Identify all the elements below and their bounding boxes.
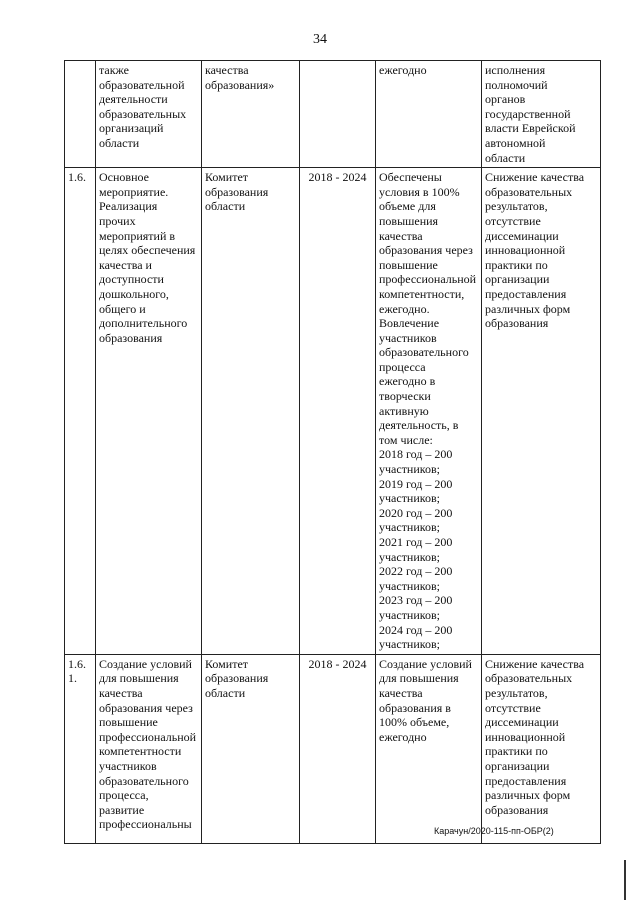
- expected-result-cell: ежегодно: [376, 61, 482, 168]
- measure-name-cell: также образовательной деятельности образовательных организаций области: [96, 61, 202, 168]
- expected-result-cell: Обеспечены условия в 100% объеме для повышения качества образования через повышение профессиональной компетентности, ежегодно. Вовлечение участников образовательного процесса ежегодно в творчески активную деятельность, в том числе: 2018 год – 200 участников; 2019 год – 200 участников; 2020 год – 200 участников; 2021 год – 200 участников; 2022 год – 200 участников; 2023 год – 200 участников; 2024 год – 200 участников;: [376, 168, 482, 655]
- period-cell: [300, 61, 376, 168]
- document-code: Карачун/2020-115-пп-ОБР(2): [434, 826, 554, 836]
- executor-cell: Комитет образования области: [202, 168, 300, 655]
- row-number-cell: 1.6. 1.: [65, 654, 96, 843]
- table-row: [65, 168, 601, 655]
- period-cell: 2018 - 2024: [300, 654, 376, 843]
- row-number-cell: [65, 61, 96, 168]
- measure-name-cell: Создание условий для повышения качества образования через повышение профессиональной компетентности участников образовательного процесса, развитие профессиональны: [96, 654, 202, 843]
- table-row: [65, 654, 601, 843]
- scan-edge-mark: [624, 860, 626, 900]
- executor-cell: качества образования»: [202, 61, 300, 168]
- consequence-cell: Снижение качества образовательных результатов, отсутствие диссеминации инновационной практики по организации предоставления различных форм образования: [482, 654, 601, 843]
- table-row: [65, 61, 601, 168]
- executor-cell: Комитет образования области: [202, 654, 300, 843]
- measure-name-cell: Основное мероприятие. Реализация прочих мероприятий в целях обеспечения качества и доступности дошкольного, общего и дополнительного образования: [96, 168, 202, 655]
- period-cell: 2018 - 2024: [300, 168, 376, 655]
- consequence-cell: Снижение качества образовательных результатов, отсутствие диссеминации инновационной практики по организации предоставления различных форм образования: [482, 168, 601, 655]
- measures-table: [64, 60, 601, 844]
- page-number: 34: [313, 32, 327, 47]
- consequence-cell: исполнения полномочий органов государственной власти Еврейской автономной области: [482, 61, 601, 168]
- expected-result-cell: Создание условий для повышения качества образования в 100% объеме, ежегодно: [376, 654, 482, 843]
- row-number-cell: 1.6.: [65, 168, 96, 655]
